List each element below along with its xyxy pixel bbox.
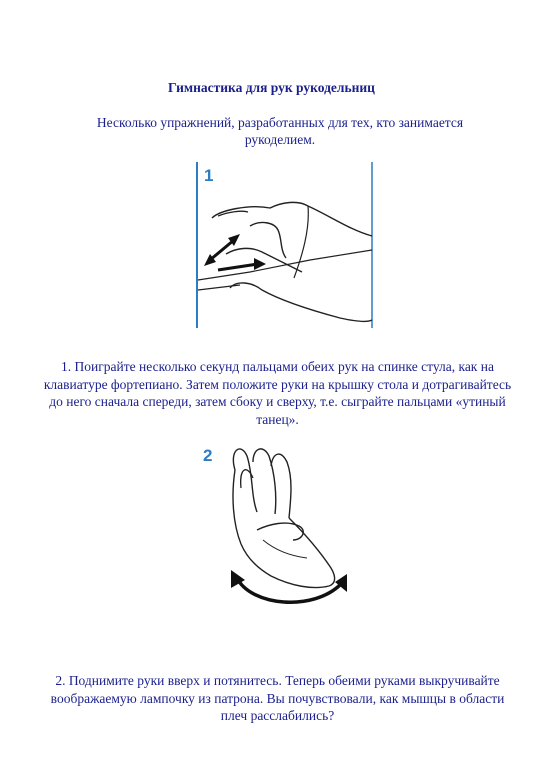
page-subtitle: Несколько упражнений, разработанных для тех, кто занимается рукоделием.	[96, 115, 464, 147]
figure-1-number: 1	[204, 166, 214, 185]
exercise-1-body: . Поиграйте несколько секунд пальцами обеих рук на спинке стула, как на клавиатуре фортепиано. Затем положите руки на крышку стола и дотрагивайтесь до него сначала спереди, затем сбоку и сверху, т.е. сыграйте пальцами «утиный танец».	[43, 359, 512, 427]
exercise-1-number: 1	[61, 359, 68, 374]
hand-on-table-illustration	[190, 160, 385, 330]
exercise-1-text	[40, 358, 515, 428]
figure-1	[190, 160, 385, 330]
exercise-2-number: 2	[55, 673, 63, 688]
figure-2	[195, 440, 360, 615]
raised-hand-illustration	[195, 440, 360, 615]
figure-2-number: 2	[203, 446, 213, 465]
exercise-2-body: . Поднимите руки вверх и потянитесь. Теперь обеими руками выкручивайте воображаемую лампочку из патрона. Вы почувствовали, как мышцы в области плеч расслабились?	[50, 673, 505, 723]
exercise-2-text	[40, 672, 515, 725]
page-title: Гимнастика для рук рукодельниц	[168, 80, 375, 95]
